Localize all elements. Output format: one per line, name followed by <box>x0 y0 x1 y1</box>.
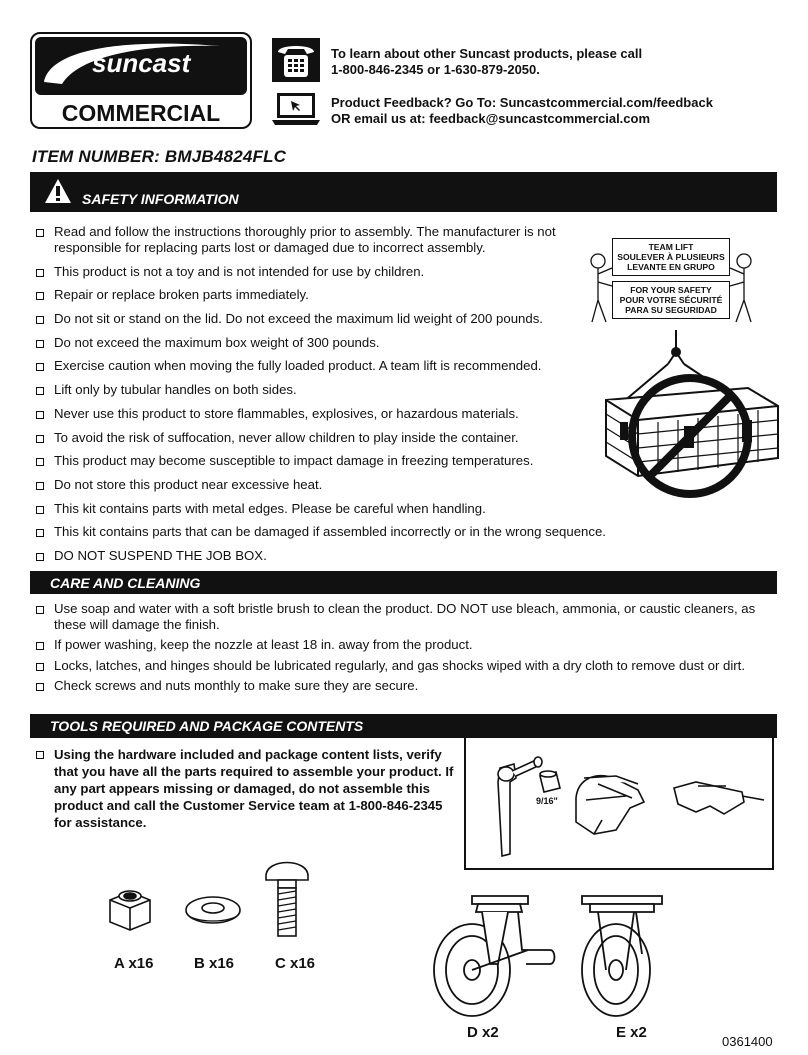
item-number: ITEM NUMBER: BMJB4824FLC <box>32 147 287 166</box>
socket-icon <box>540 771 560 792</box>
safety-title: SAFETY INFORMATION <box>82 191 239 207</box>
hardware-label-d: D x2 <box>467 1024 499 1041</box>
list-item: Lift only by tubular handles on both sides. <box>32 382 612 398</box>
team-lift-sign <box>586 238 756 328</box>
sign-line: SOULEVER À PLUSIEURS <box>617 252 725 262</box>
list-item: If power washing, keep the nozzle at least 18 in. away from the product. <box>32 637 777 653</box>
socket-size-label: 9/16" <box>536 796 558 806</box>
contact-web-line1[interactable]: Product Feedback? Go To: Suncastcommercial.com/feedback <box>331 95 713 110</box>
telephone-icon <box>272 38 320 82</box>
caster-with-brake-icon <box>432 890 562 1020</box>
sign-line: POUR VOTRE SÉCURITÉ <box>619 295 723 305</box>
contact-phone <box>331 46 642 78</box>
list-item: Use soap and water with a soft bristle brush to clean the product. DO NOT use bleach, ammonia, or caustic cleaners, as these will damage the finish. <box>32 601 777 633</box>
list-item: Locks, latches, and hinges should be lubricated regularly, and gas shocks wiped with a dry cloth to remove dust or dirt. <box>32 658 777 674</box>
sign-line: PARA SU SEGURIDAD <box>625 305 717 315</box>
gloves-icon <box>576 776 644 834</box>
hardware-label-e: E x2 <box>616 1024 647 1041</box>
list-item: Do not sit or stand on the lid. Do not exceed the maximum lid weight of 200 pounds. <box>32 311 612 327</box>
carriage-bolt-icon <box>262 856 312 940</box>
list-item: Repair or replace broken parts immediately. <box>32 287 612 303</box>
nylon-lock-nut-icon <box>104 880 156 938</box>
team-lift-sign-top <box>612 238 730 276</box>
do-not-suspend-job-box-illustration <box>598 330 783 500</box>
list-item: Never use this product to store flammables, explosives, or hazardous materials. <box>32 406 612 422</box>
list-item: DO NOT SUSPEND THE JOB BOX. <box>32 548 612 564</box>
hardware-label-c: C x16 <box>275 955 316 972</box>
care-list <box>32 601 777 699</box>
sign-line: TEAM LIFT <box>648 242 694 252</box>
hardware-label-a: A x16 <box>114 955 154 972</box>
warning-triangle-icon <box>44 178 72 204</box>
contact-phone-line2[interactable]: 1-800-846-2345 or 1-630-879-2050. <box>331 62 540 77</box>
tools-list <box>32 746 462 831</box>
team-lift-sign-bottom <box>612 281 730 319</box>
contact-phone-line1: To learn about other Suncast products, please call <box>331 46 643 61</box>
list-item: Do not exceed the maximum box weight of 300 pounds. <box>32 335 612 351</box>
list-item: To avoid the risk of suffocation, never allow children to play inside the container. <box>32 430 612 446</box>
list-item: Read and follow the instructions thoroughly prior to assembly. The manufacturer is not responsible for replacing parts lost or damaged due to incorrect assembly. <box>32 224 612 256</box>
tools-title: TOOLS REQUIRED AND PACKAGE CONTENTS <box>50 718 364 734</box>
list-item: Exercise caution when moving the fully loaded product. A team lift is recommended. <box>32 358 612 374</box>
sign-line: FOR YOUR SAFETY <box>630 285 712 295</box>
suncast-commercial-logo <box>30 32 252 129</box>
laptop-icon <box>271 91 321 127</box>
list-item: Do not store this product near excessive heat. <box>32 477 612 493</box>
logo-subbrand: COMMERCIAL <box>61 100 221 126</box>
list-item: This product may become susceptible to impact damage in freezing temperatures. <box>32 453 612 469</box>
care-section-header <box>30 571 777 594</box>
document-code: 0361400 <box>722 1034 773 1049</box>
tools-illustrations <box>466 738 771 868</box>
contact-web-line2[interactable]: OR email us at: feedback@suncastcommercial.com <box>331 111 651 126</box>
contact-web <box>331 95 713 127</box>
tools-section-header <box>30 714 777 738</box>
care-title: CARE AND CLEANING <box>50 575 201 591</box>
caster-icon <box>576 890 676 1020</box>
sign-line: LEVANTE EN GRUPO <box>627 262 715 272</box>
tools-instructions: Using the hardware included and package content lists, verify that you have all the parts required to assemble your product. If any part appears missing or damaged, do not assemble this product and call the Customer Service team at 1-800-846-2345 for assistance. <box>32 746 462 831</box>
list-item: This kit contains parts with metal edges. Please be careful when handling. <box>32 501 612 517</box>
safety-list <box>32 224 612 572</box>
list-item: This product is not a toy and is not intended for use by children. <box>32 264 612 280</box>
tools-required-box <box>464 738 774 870</box>
list-item: Check screws and nuts monthly to make sure they are secure. <box>32 678 777 694</box>
hardware-label-b: B x16 <box>194 955 235 972</box>
ratchet-icon <box>498 757 542 856</box>
safety-glasses-icon <box>674 782 764 814</box>
flat-washer-icon <box>183 894 243 928</box>
safety-section-header <box>30 172 777 212</box>
logo-brand: suncast <box>92 48 191 78</box>
list-item: This kit contains parts that can be damaged if assembled incorrectly or in the wrong sequence. <box>32 524 612 540</box>
